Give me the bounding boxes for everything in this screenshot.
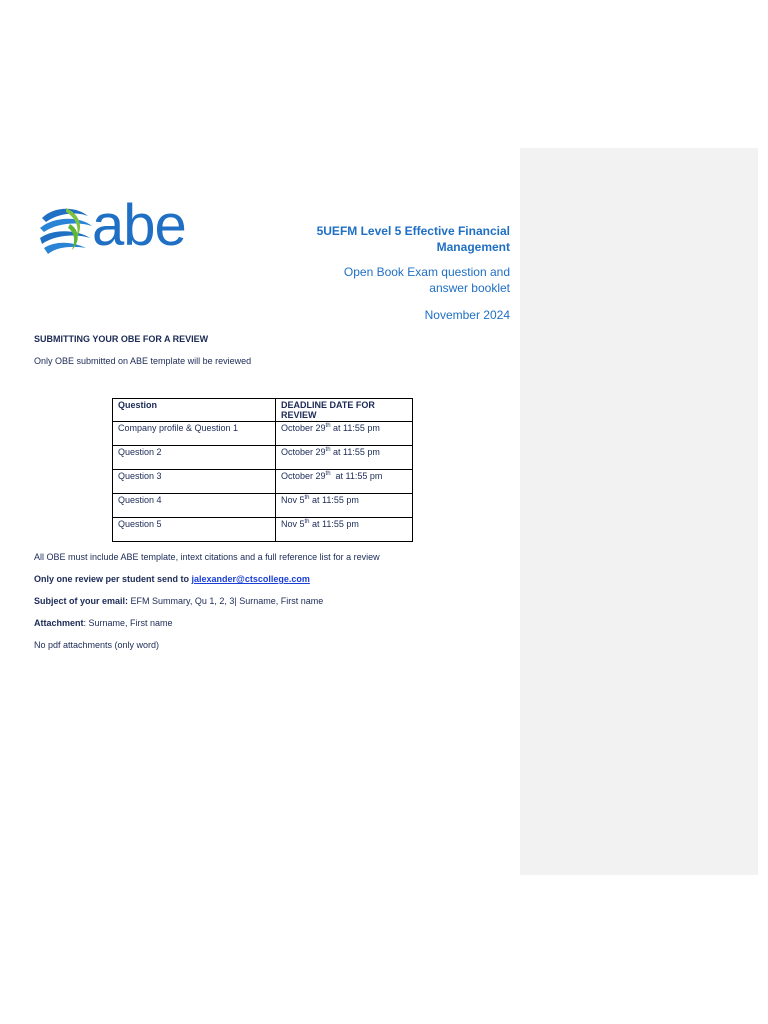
template-note: Only OBE submitted on ABE template will be reviewed [34, 356, 252, 366]
deadline-time: at 11:55 pm [330, 471, 383, 481]
deadline-date: Nov 5 [281, 519, 305, 529]
deadline-cell [276, 470, 413, 494]
column-header-question: Question [113, 399, 276, 422]
abe-logo-icon [36, 204, 96, 258]
deadline-time: at 11:55 pm [330, 423, 380, 433]
date-suffix: th [325, 447, 331, 453]
date-suffix: th [304, 495, 310, 501]
email-link[interactable]: jalexander@ctscollege.com [191, 574, 310, 584]
date-suffix: th [325, 471, 331, 477]
document-date: November 2024 [424, 308, 510, 322]
deadline-time: at 11:55 pm [330, 447, 380, 457]
deadline-date: October 29 [281, 423, 326, 433]
comment-pane [520, 148, 758, 875]
table-header-row [113, 399, 413, 422]
attachment-label: Attachment [34, 618, 84, 628]
deadline-date: Nov 5 [281, 495, 305, 505]
attachment-line [34, 617, 173, 629]
table-row [113, 470, 413, 494]
table-row [113, 518, 413, 542]
section-heading: SUBMITTING YOUR OBE FOR A REVIEW [34, 334, 209, 344]
table-row [113, 494, 413, 518]
deadline-date: October 29 [281, 471, 326, 481]
deadline-cell [276, 422, 413, 446]
column-header-deadline: DEADLINE DATE FOR REVIEW [276, 399, 413, 422]
document-subtitle: Open Book Exam question and answer booklet [343, 265, 510, 295]
date-suffix: th [304, 519, 310, 525]
pdf-note: No pdf attachments (only word) [34, 640, 160, 650]
question-cell: Question 3 [113, 470, 276, 494]
review-contact-line [34, 573, 310, 585]
table-row [113, 446, 413, 470]
question-cell: Question 5 [113, 518, 276, 542]
deadline-cell [276, 446, 413, 470]
subject-line [34, 595, 323, 607]
abe-logo-text: abe [92, 193, 186, 258]
deadline-time: at 11:55 pm [309, 519, 359, 529]
requirements-text: All OBE must include ABE template, intext citations and a full reference list for a review [34, 552, 380, 562]
review-label: Only one review per student send to [34, 574, 192, 584]
question-cell: Question 2 [113, 446, 276, 470]
deadline-cell [276, 518, 413, 542]
deadline-cell [276, 494, 413, 518]
deadline-table [112, 398, 413, 542]
deadline-time: at 11:55 pm [309, 495, 359, 505]
question-cell: Question 4 [113, 494, 276, 518]
subject-value: EFM Summary, Qu 1, 2, 3| Surname, First name [128, 596, 324, 606]
table-row [113, 422, 413, 446]
document-title: 5UEFM Level 5 Effective Financial Management [316, 224, 510, 254]
attachment-value: : Surname, First name [83, 618, 173, 628]
deadline-date: October 29 [281, 447, 326, 457]
subject-label: Subject of your email: [34, 596, 129, 606]
date-suffix: th [325, 423, 331, 429]
question-cell: Company profile & Question 1 [113, 422, 276, 446]
